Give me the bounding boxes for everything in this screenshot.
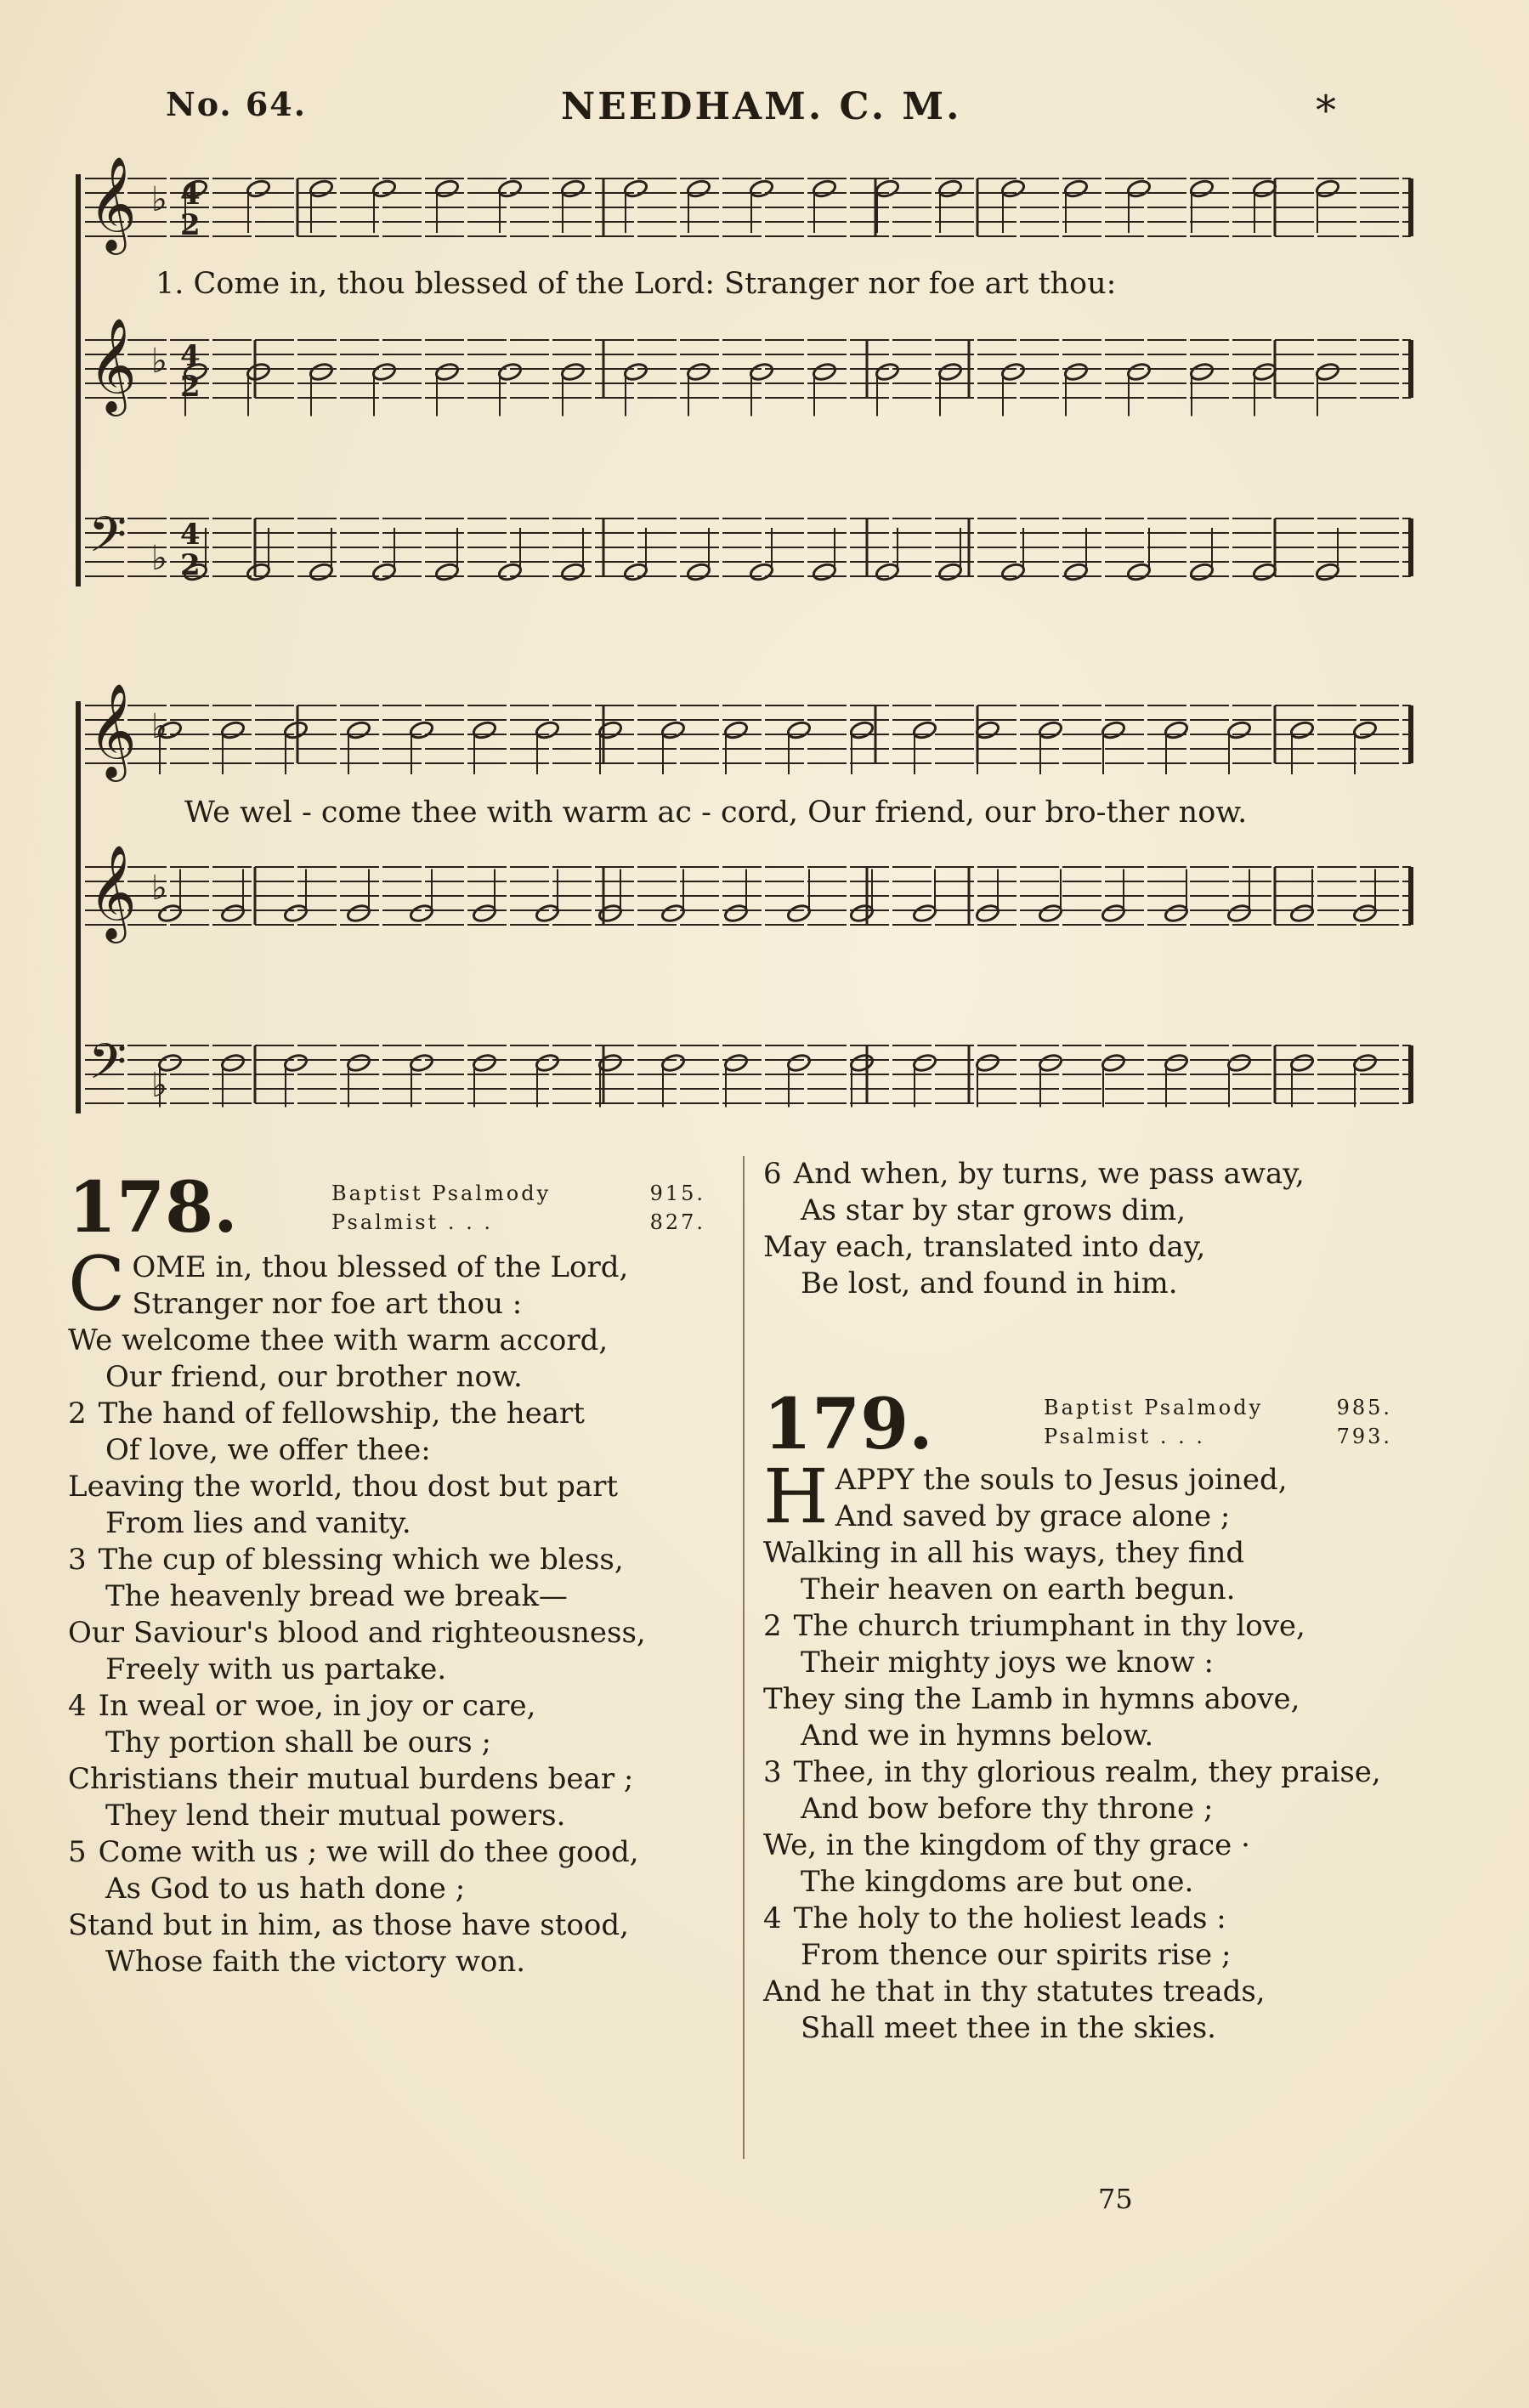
half-note	[1189, 178, 1215, 199]
half-note	[1189, 362, 1215, 382]
verse-line	[763, 1791, 1381, 1827]
treble-clef-icon: 𝄞	[88, 844, 137, 939]
tune-title: NEEDHAM. C. M.	[561, 85, 962, 128]
half-note	[434, 362, 460, 382]
half-note	[975, 720, 1000, 740]
half-note	[912, 904, 937, 924]
half-note	[1252, 562, 1277, 582]
time-signature-bottom: 2	[180, 548, 201, 582]
verse-line	[68, 1652, 646, 1688]
bass-clef-icon: 𝄢	[88, 506, 127, 575]
half-note	[1000, 362, 1026, 382]
verse-line	[68, 1834, 646, 1871]
verse-line	[763, 1754, 1381, 1791]
verse-line	[763, 1608, 1381, 1645]
half-note	[623, 562, 648, 582]
half-note	[220, 904, 246, 924]
verse-line	[68, 1286, 646, 1323]
verse-text: They lend their mutual powers.	[105, 1799, 566, 1833]
stanza	[68, 1396, 646, 1542]
verse-text: They sing the Lamb in hymns above,	[763, 1682, 1300, 1716]
stanza-number: 4	[763, 1901, 782, 1935]
treble-clef-icon: 𝄞	[88, 156, 137, 251]
half-note	[1315, 562, 1340, 582]
stanza-number: 3	[763, 1755, 782, 1789]
flat-icon: ♭	[151, 180, 167, 219]
hymn-text	[68, 1240, 646, 1980]
stanza-number: 2	[68, 1397, 87, 1431]
half-note	[1101, 1053, 1126, 1074]
half-note	[1063, 562, 1089, 582]
verse-line	[68, 1323, 646, 1359]
half-note	[975, 904, 1000, 924]
half-note	[1164, 904, 1189, 924]
verse-line	[68, 1578, 646, 1615]
half-note	[283, 1053, 309, 1074]
half-note	[497, 362, 523, 382]
half-note	[497, 178, 523, 199]
verse-line	[68, 1798, 646, 1834]
half-note	[283, 904, 309, 924]
half-note	[1289, 904, 1315, 924]
half-note	[660, 720, 686, 740]
half-note	[849, 1053, 875, 1074]
verse-line	[68, 1761, 646, 1798]
half-note	[1063, 362, 1089, 382]
verse-line	[68, 1505, 646, 1542]
stanza	[763, 1608, 1381, 1754]
verse-text: And saved by grace alone ;	[835, 1499, 1231, 1533]
hymn-number: 179.	[763, 1384, 933, 1465]
half-note	[1315, 178, 1340, 199]
column-divider	[743, 1156, 745, 2159]
stanza	[68, 1834, 646, 1980]
verse-line	[68, 1396, 646, 1432]
half-note	[472, 904, 497, 924]
half-note	[371, 362, 397, 382]
half-note	[875, 562, 900, 582]
treble-clef-icon: 𝄞	[88, 317, 137, 412]
half-note	[723, 904, 749, 924]
verse-text: From lies and vanity.	[105, 1506, 411, 1540]
half-note	[560, 362, 586, 382]
verse-text: Leaving the world, thou dost but part	[68, 1470, 619, 1504]
verse-line	[763, 1229, 1305, 1266]
verse-line	[68, 1542, 646, 1578]
half-note	[434, 178, 460, 199]
verse-line	[68, 1725, 646, 1761]
half-note	[1164, 720, 1189, 740]
half-note	[660, 1053, 686, 1074]
verse-text: Walking in all his ways, they find	[763, 1536, 1245, 1570]
verse-line	[763, 1681, 1381, 1718]
music-score	[0, 0, 1529, 1130]
half-note	[1000, 178, 1026, 199]
half-note	[497, 562, 523, 582]
half-note	[309, 178, 334, 199]
verse-line	[763, 1827, 1381, 1864]
half-note	[937, 178, 963, 199]
half-note	[812, 178, 837, 199]
half-note	[686, 562, 711, 582]
half-note	[812, 362, 837, 382]
verse-text: In weal or woe, in joy or care,	[98, 1689, 536, 1723]
verse-text: The church triumphant in thy love,	[793, 1609, 1305, 1643]
half-note	[1164, 1053, 1189, 1074]
half-note	[1252, 362, 1277, 382]
half-note	[371, 178, 397, 199]
hymn-number: 178.	[68, 1167, 238, 1249]
verse-line	[68, 1907, 646, 1944]
half-note	[1126, 178, 1152, 199]
asterisk-mark: *	[1316, 87, 1336, 134]
verse-line	[763, 1974, 1381, 2010]
verse-text: We welcome thee with warm accord,	[68, 1323, 609, 1357]
verse-text: APPY the souls to Jesus joined,	[835, 1463, 1288, 1497]
verse-line	[763, 1572, 1381, 1608]
half-note	[1101, 904, 1126, 924]
half-note	[309, 362, 334, 382]
verse-text: And he that in thy statutes treads,	[763, 1975, 1266, 2009]
half-note	[409, 720, 434, 740]
half-note	[346, 904, 371, 924]
verse-text: The cup of blessing which we bless,	[98, 1543, 624, 1577]
verse-text: Their heaven on earth begun.	[801, 1572, 1236, 1606]
notes	[157, 178, 1378, 1107]
half-note	[786, 720, 812, 740]
half-note	[875, 178, 900, 199]
verse-text: Our Saviour's blood and righteousness,	[68, 1616, 646, 1650]
lyric-line-2: We wel - come thee with warm ac - cord, Our friend, our bro-ther now.	[184, 796, 1248, 830]
verse-text: Thy portion shall be ours ;	[105, 1725, 491, 1759]
half-note	[535, 1053, 560, 1074]
verse-text: May each, translated into day,	[763, 1230, 1206, 1264]
half-note	[623, 362, 648, 382]
source-line-1: Baptist Psalmody 985.	[1044, 1396, 1392, 1419]
stanza-number: 5	[68, 1835, 87, 1869]
source-line-2: Psalmist . . . 793.	[1044, 1425, 1392, 1448]
half-note	[1352, 720, 1378, 740]
verse-line	[68, 1944, 646, 1980]
bass-clef-icon: 𝄢	[88, 1033, 127, 1102]
stanza	[763, 1156, 1305, 1302]
verse-text: The heavenly bread we break—	[105, 1579, 568, 1613]
half-note	[472, 1053, 497, 1074]
stanza	[68, 1688, 646, 1834]
stanza	[68, 1542, 646, 1688]
verse-line	[68, 1249, 646, 1286]
half-note	[597, 720, 623, 740]
verse-line	[763, 1718, 1381, 1754]
verse-line	[68, 1359, 646, 1396]
half-note	[309, 562, 334, 582]
half-note	[1226, 1053, 1252, 1074]
half-note	[246, 562, 271, 582]
half-note	[472, 720, 497, 740]
half-note	[535, 904, 560, 924]
half-note	[409, 1053, 434, 1074]
half-note	[1352, 904, 1378, 924]
verse-text: And bow before thy throne ;	[801, 1792, 1214, 1826]
verse-text: The holy to the holiest leads :	[793, 1901, 1226, 1935]
half-note	[1289, 1053, 1315, 1074]
half-note	[434, 562, 460, 582]
verse-text: Christians their mutual burdens bear ;	[68, 1762, 634, 1796]
time-signature-top: 4	[180, 518, 201, 552]
verse-text: Shall meet thee in the skies.	[801, 2011, 1216, 2045]
half-note	[246, 362, 271, 382]
page-number: 75	[1098, 2183, 1133, 2215]
half-note	[1063, 178, 1089, 199]
treble-clef-icon: 𝄞	[88, 683, 137, 778]
half-note	[749, 178, 774, 199]
half-note	[283, 720, 309, 740]
verse-line	[763, 1535, 1381, 1572]
half-note	[597, 1053, 623, 1074]
half-note	[1126, 362, 1152, 382]
verse-line	[763, 1901, 1381, 1937]
stanza	[68, 1240, 646, 1396]
half-note	[849, 720, 875, 740]
verse-line	[763, 2010, 1381, 2047]
half-note	[597, 904, 623, 924]
stanza-number: 2	[763, 1609, 782, 1643]
verse-text: Freely with us partake.	[105, 1652, 447, 1686]
half-note	[937, 562, 963, 582]
stanza	[763, 1901, 1381, 2047]
half-note	[371, 562, 397, 582]
half-note	[346, 720, 371, 740]
stanza-number: 6	[763, 1157, 782, 1191]
half-note	[786, 904, 812, 924]
source-line-1: Baptist Psalmody 915.	[331, 1181, 705, 1205]
verse-line	[763, 1462, 1381, 1499]
half-note	[623, 178, 648, 199]
time-signature-bottom: 2	[180, 370, 201, 404]
hymn-178-continued	[763, 1156, 1305, 1302]
half-note	[1038, 904, 1063, 924]
verse-line	[68, 1615, 646, 1652]
verse-text: Thee, in thy glorious realm, they praise,	[793, 1755, 1381, 1789]
verse-line	[68, 1871, 646, 1907]
verse-text: Be lost, and found in him.	[801, 1266, 1178, 1300]
half-note	[560, 562, 586, 582]
half-note	[812, 562, 837, 582]
half-note	[220, 1053, 246, 1074]
verse-line	[68, 1432, 646, 1469]
flat-icon: ♭	[151, 869, 167, 908]
verse-text: Of love, we offer thee:	[105, 1433, 431, 1467]
half-note	[937, 362, 963, 382]
half-note	[1189, 562, 1215, 582]
half-note	[723, 720, 749, 740]
verse-text: From thence our spirits rise ;	[801, 1938, 1232, 1972]
flat-icon: ♭	[151, 539, 167, 578]
half-note	[1101, 720, 1126, 740]
time-signature-top: 4	[180, 178, 201, 212]
verse-text: Stranger nor foe art thou :	[132, 1287, 523, 1321]
stanza	[763, 1453, 1381, 1608]
verse-line	[763, 1156, 1305, 1193]
half-note	[1315, 362, 1340, 382]
verse-line	[763, 1193, 1305, 1229]
half-note	[346, 1053, 371, 1074]
verse-text: Our friend, our brother now.	[105, 1360, 523, 1394]
half-note	[849, 904, 875, 924]
drop-cap: C	[68, 1240, 126, 1328]
half-note	[749, 362, 774, 382]
verse-text: We, in the kingdom of thy grace ·	[763, 1828, 1250, 1862]
half-note	[1226, 720, 1252, 740]
verse-text: As star by star grows dim,	[801, 1193, 1186, 1227]
verse-text: As God to us hath done ;	[105, 1872, 466, 1906]
verse-text: Come with us ; we will do thee good,	[98, 1835, 639, 1869]
half-note	[246, 178, 271, 199]
half-note	[686, 362, 711, 382]
time-signature-top: 4	[180, 339, 201, 373]
verse-text: OME in, thou blessed of the Lord,	[132, 1250, 629, 1284]
half-note	[535, 720, 560, 740]
verse-line	[763, 1266, 1305, 1302]
verse-text: The kingdoms are but one.	[801, 1865, 1194, 1899]
drop-cap: H	[763, 1453, 829, 1540]
hymn-text	[763, 1453, 1381, 2047]
half-note	[1038, 720, 1063, 740]
verse-text: Whose faith the victory won.	[105, 1945, 526, 1979]
half-note	[975, 1053, 1000, 1074]
half-note	[560, 178, 586, 199]
bar-lines	[78, 174, 1411, 1113]
verse-line	[763, 1937, 1381, 1974]
stanza	[763, 1754, 1381, 1901]
half-note	[686, 178, 711, 199]
flat-icon: ♭	[151, 342, 167, 381]
half-note	[1000, 562, 1026, 582]
half-note	[912, 720, 937, 740]
source-line-2: Psalmist . . . 827.	[331, 1210, 705, 1234]
staff-lines	[85, 178, 1411, 1103]
flat-icon: ♭	[151, 1066, 167, 1105]
half-note	[1038, 1053, 1063, 1074]
time-signature-bottom: 2	[180, 208, 201, 242]
verse-line	[763, 1645, 1381, 1681]
verse-text: The hand of fellowship, the heart	[98, 1397, 585, 1431]
verse-text: Their mighty joys we know :	[801, 1646, 1214, 1680]
tune-number: No. 64.	[166, 85, 307, 123]
half-note	[1352, 1053, 1378, 1074]
verse-line	[763, 1499, 1381, 1535]
verse-line	[763, 1864, 1381, 1901]
verse-line	[68, 1469, 646, 1505]
stanza-number: 4	[68, 1689, 87, 1723]
half-note	[409, 904, 434, 924]
verse-text: And we in hymns below.	[801, 1719, 1154, 1753]
verse-line	[68, 1688, 646, 1725]
half-note	[749, 562, 774, 582]
half-note	[1126, 562, 1152, 582]
half-note	[723, 1053, 749, 1074]
half-note	[1226, 904, 1252, 924]
half-note	[220, 720, 246, 740]
half-note	[875, 362, 900, 382]
half-note	[660, 904, 686, 924]
stanza-number: 3	[68, 1543, 87, 1577]
lyric-line-1: 1. Come in, thou blessed of the Lord: Stranger nor foe art thou:	[156, 267, 1117, 301]
half-note	[1289, 720, 1315, 740]
verse-text: Stand but in him, as those have stood,	[68, 1908, 629, 1942]
verse-text: And when, by turns, we pass away,	[793, 1157, 1305, 1191]
half-note	[1252, 178, 1277, 199]
half-note	[912, 1053, 937, 1074]
half-note	[786, 1053, 812, 1074]
flat-icon: ♭	[151, 707, 167, 746]
